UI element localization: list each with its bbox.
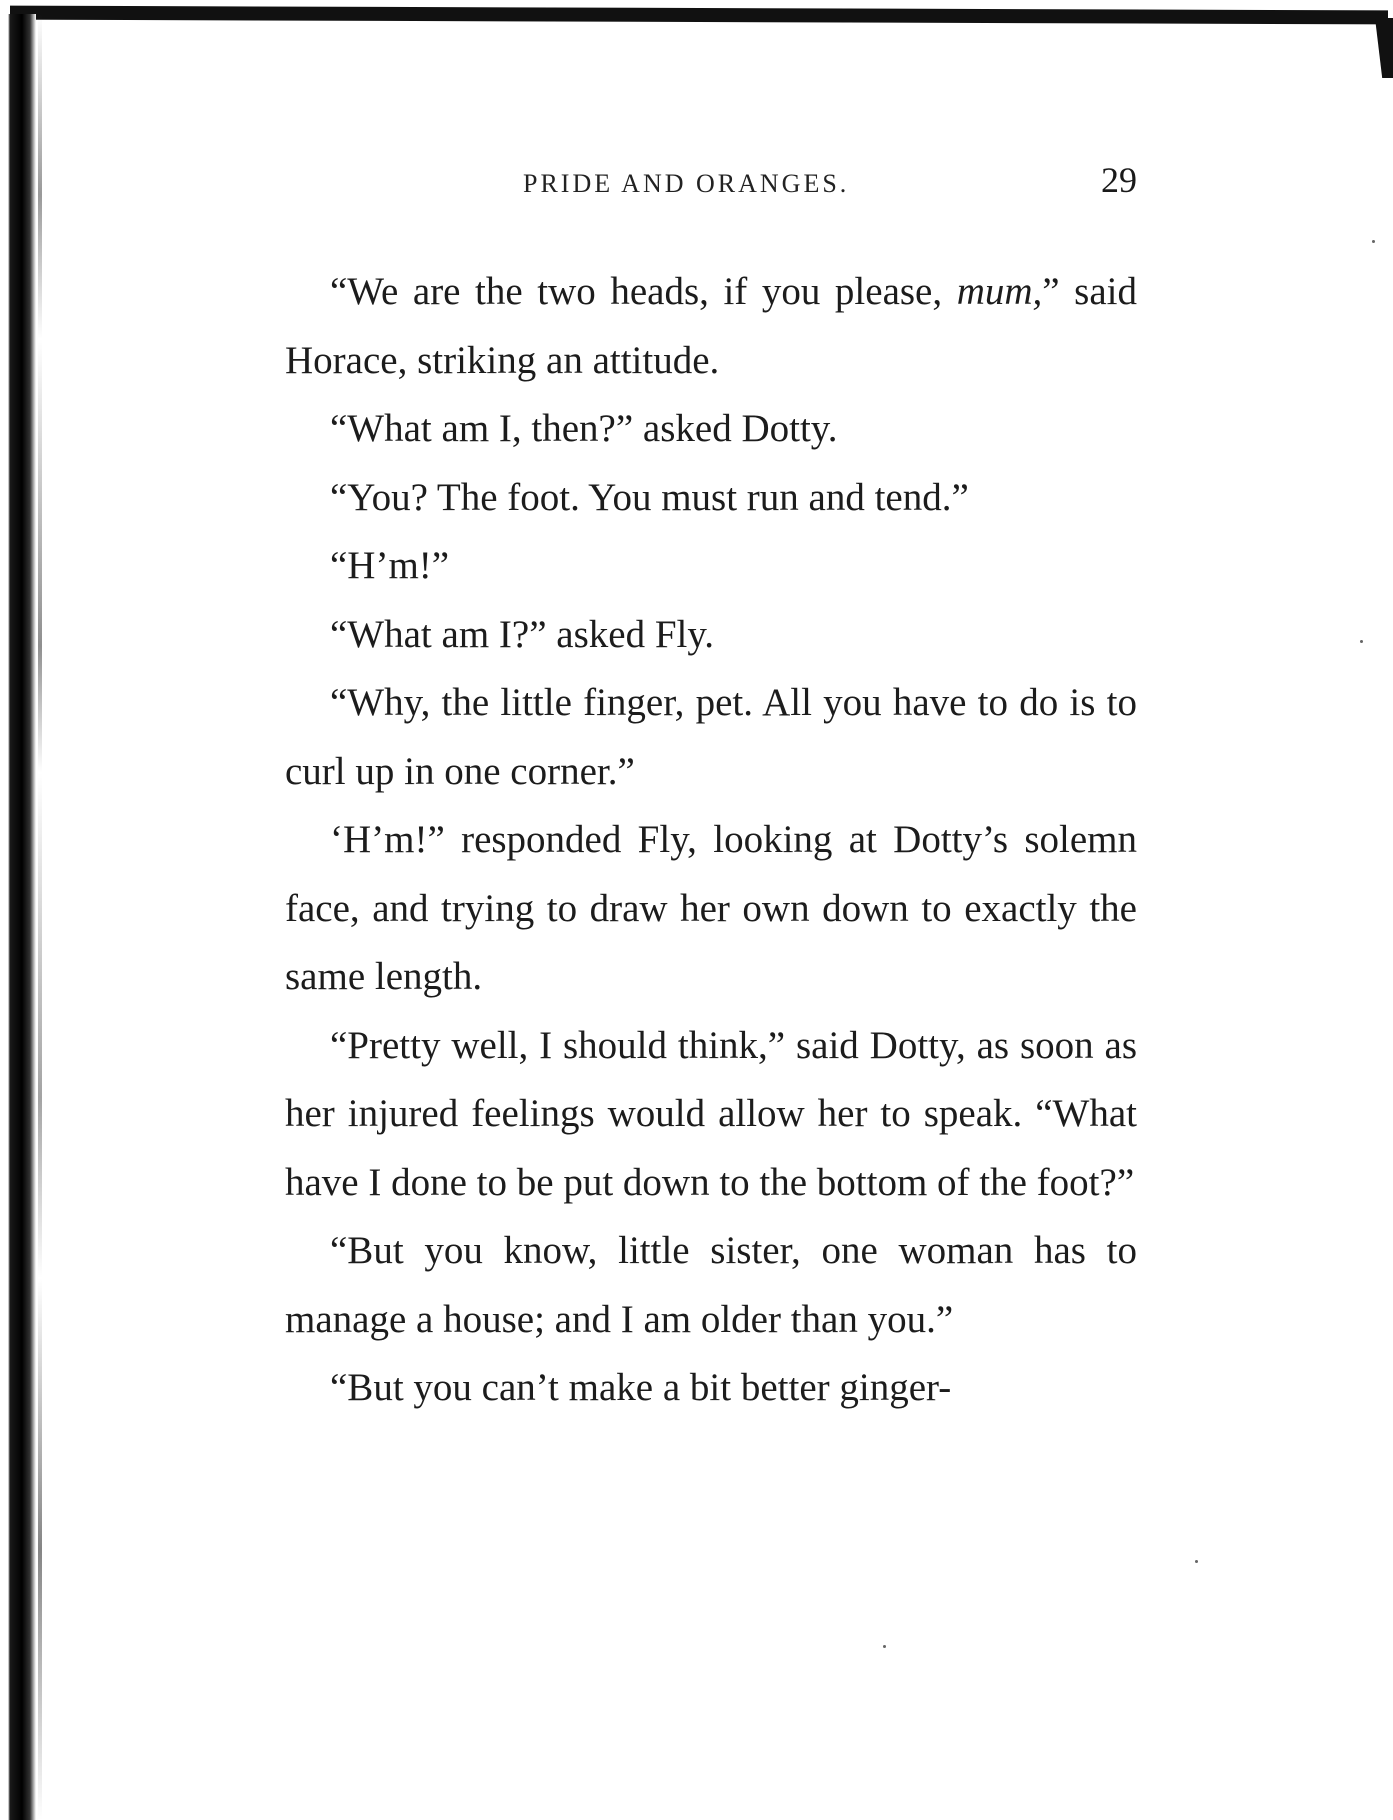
scan-speck: [1360, 640, 1363, 643]
paragraph-text: “What am I?” asked Fly.: [330, 612, 715, 656]
top-right-corner-mark: [1375, 18, 1393, 78]
paragraph-text: “What am I, then?” asked Dotty.: [330, 407, 838, 450]
page-number: 29: [1101, 160, 1137, 200]
body-text: [285, 258, 1137, 1423]
paragraph-text: “H’m!”: [330, 544, 450, 587]
paragraph: [285, 806, 1137, 1012]
paragraph: [285, 1012, 1137, 1218]
paragraph-text: “But you can’t make a bit better ginger-: [330, 1366, 952, 1409]
scan-speck: [1372, 240, 1375, 243]
left-binding-edge: [0, 14, 36, 1820]
paragraph: [285, 395, 1137, 464]
paragraph-emphasis: mum,: [956, 270, 1043, 313]
paragraph: [285, 1217, 1137, 1354]
running-title: PRIDE AND ORANGES.: [523, 169, 850, 198]
top-border-rule: [10, 6, 1388, 25]
paragraph: [285, 258, 1137, 395]
scan-speck: [1195, 1560, 1198, 1563]
paragraph: [285, 601, 1137, 670]
paragraph: [285, 669, 1137, 806]
paragraph-text: ‘H’m!” responded Fly, looking at Dotty’s solemn face, and trying to draw her own down to exactly the same length.: [285, 818, 1137, 998]
paragraph-text: “You? The foot. You must run and tend.”: [330, 475, 969, 519]
paragraph-tail: ” said Horace, striking an attitude.: [285, 270, 1138, 382]
paragraph: [285, 532, 1137, 601]
running-head: [285, 160, 1137, 205]
paragraph: [285, 464, 1137, 533]
paragraph-text: “Why, the little finger, pet. All you have to do is to curl up in one corner.”: [285, 681, 1137, 793]
paragraph-text: “We are the two heads, if you please,: [330, 270, 943, 313]
scan-speck: [883, 1645, 886, 1648]
paragraph-text: “Pretty well, I should think,” said Dotty, as soon as her injured feelings would allow her to speak. “What have I done to be put down to the bottom of the foot?”: [285, 1023, 1137, 1204]
paragraph-text: “But you know, little sister, one woman has to manage a house; and I am older than you.”: [285, 1229, 1137, 1341]
paragraph: [285, 1354, 1137, 1423]
